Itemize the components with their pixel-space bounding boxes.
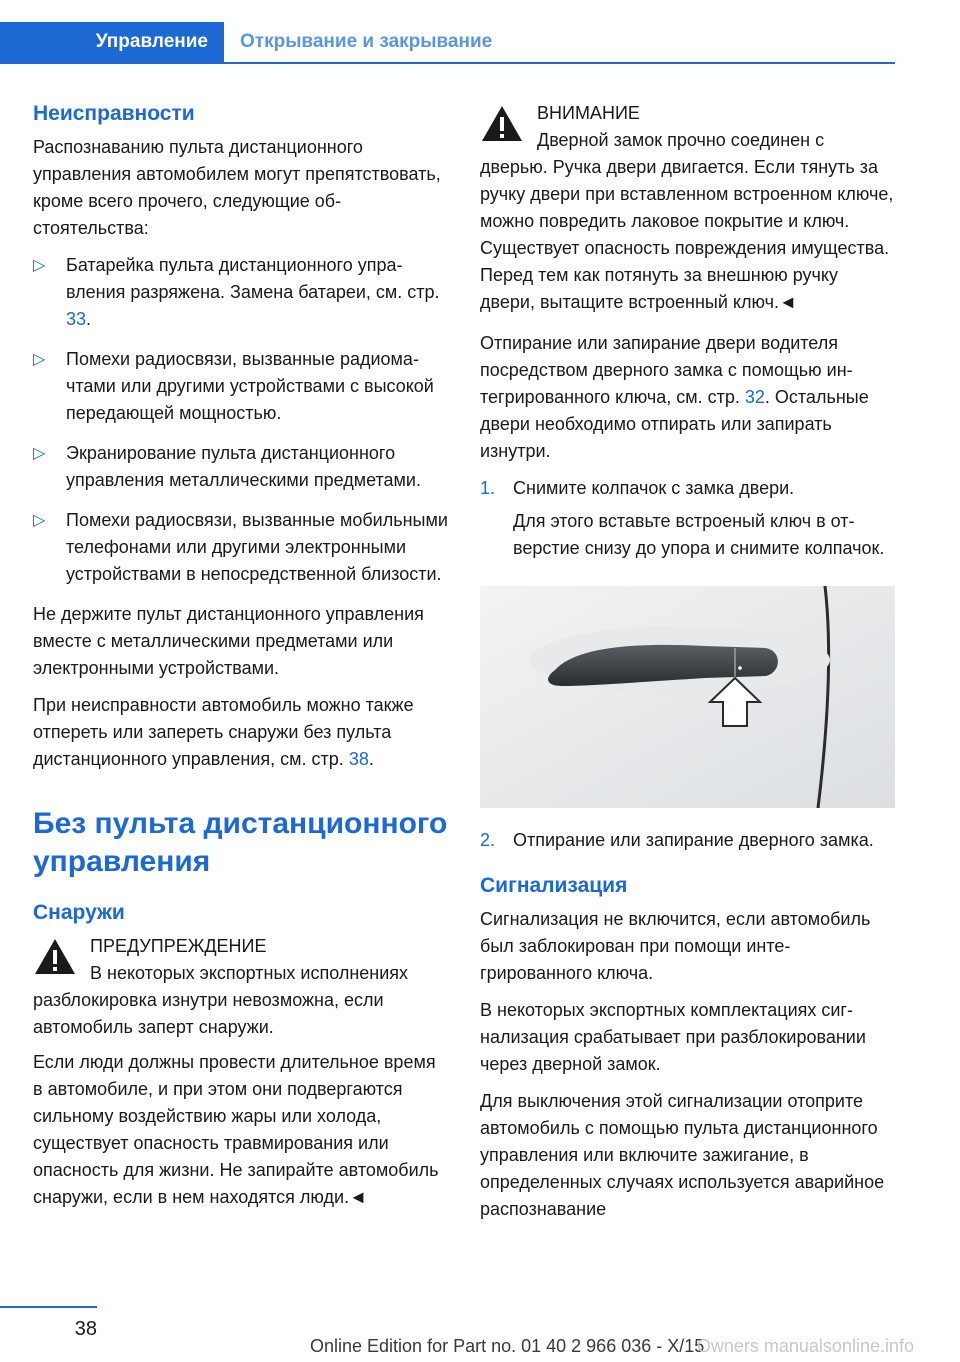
triangle-bullet-icon: ▷ [33, 512, 46, 529]
faults-list [33, 252, 448, 588]
step-number: 2. [480, 830, 496, 850]
list-item [480, 475, 895, 562]
section-tab: Управление [0, 22, 224, 62]
edition-text: Online Edition for Part no. 01 40 2 966 036 - X/15 [310, 1336, 705, 1356]
faults-note: Не держите пульт дистанционного управления вместе с металлическими предметами или электронными устройствами. [33, 604, 424, 678]
warning-triangle-icon [33, 937, 77, 977]
warning-paragraph: Если люди должны провести длительное время в автомобиле, и при этом они подвергаются сильному воздействию жары или холода, существует опасность травмирования или опасность для жизни. Не запирайте автомобиль снаружи, если в нем находятся люди.◄ [33, 1052, 439, 1207]
warning-block [33, 933, 448, 1041]
page-ref-link[interactable]: 33 [66, 309, 87, 329]
warning-title: ПРЕДУПРЕЖДЕНИЕ [90, 936, 267, 956]
caution-block [480, 100, 895, 316]
header-rule [0, 62, 895, 64]
alarm-paragraph: Для выключения этой сигнализации отоприте автомобиль с помощью пульта дистанционного управления или включите зажигание, в определенных случаях используется аварийное распознавание [480, 1091, 885, 1219]
outside-heading: Снаружи [33, 901, 125, 924]
door-handle-photo [480, 586, 895, 808]
faults-intro: Распознаванию пульта дистанционного управления автомобилем могут препятствовать, кроме всего прочего, следующие обстоятельства: [33, 137, 441, 238]
warning-triangle-icon [480, 104, 524, 144]
left-column [33, 100, 448, 1221]
step-title: Снимите колпачок с замка двери. [513, 478, 795, 498]
list-item: ▷ Экранирование пульта дистанционного управления металлическими предметами. [33, 440, 448, 494]
warning-first-line: В некоторых экспортных исполнениях [90, 963, 409, 983]
page-ref-link[interactable]: 38 [348, 749, 369, 769]
faults-note: При неисправности автомобиль можно также отпереть или запереть снаружи без пульта дистанционного управления, см. стр. 38. [33, 695, 414, 769]
page-header [0, 0, 895, 64]
triangle-bullet-icon: ▷ [33, 351, 46, 368]
caution-title: ВНИМАНИЕ [537, 103, 640, 123]
right-column [480, 100, 895, 1233]
steps-list [480, 827, 895, 854]
alarm-heading: Сигнализация [480, 874, 628, 897]
page-ref-link[interactable]: 32 [744, 387, 765, 407]
steps-list [480, 475, 895, 562]
step-number: 1. [480, 478, 496, 498]
triangle-bullet-icon: ▷ [33, 445, 46, 462]
alarm-paragraph: Сигнализация не включится, если автомобиль был заблокирован при помощи интегрированного ключа. [480, 909, 871, 983]
list-item [480, 827, 895, 854]
footer-rule [0, 1306, 97, 1308]
list-item: ▷ Батарейка пульта дистанционного управления разряжена. Замена батареи, см. стр. 33. [33, 252, 448, 333]
watermark-text: Owners manualsonline.info [696, 1336, 914, 1356]
chapter-tab: Открывание и закрывание [240, 31, 493, 52]
page-number: 38 [74, 1318, 97, 1340]
list-item: ▷ Помехи радиосвязи, вызванные мобильными телефонами или другими электронными устройствами в непосредственной близости. [33, 507, 448, 588]
alarm-paragraph: В некоторых экспортных комплектациях сигнализация срабатывает при разблокировании через дверной замок. [480, 1000, 866, 1074]
warning-body: разблокировка изнутри невозможна, если автомобиль заперт снаружи. [33, 990, 384, 1037]
list-item: ▷ Помехи радиосвязи, вызванные радиомачтами или другими устройствами с высокой передающей мощностью. [33, 346, 448, 427]
step-title: Отпирание или запирание дверного замка. [513, 830, 874, 850]
faults-heading: Неисправности [33, 102, 195, 125]
caution-body: дверью. Ручка двери двигается. Если тянуть за ручку двери при вставленном встроенном ключе, можно повредить лаковое покрытие и ключ. Существует опасность повреждения имущества. Перед тем как потянуть за внешнюю ручку двери, вытащите встроенный ключ.◄ [480, 157, 894, 312]
triangle-bullet-icon: ▷ [33, 257, 46, 274]
step-detail: Для этого вставьте встроеный ключ в отверстие снизу до упора и снимите колпачок. [513, 511, 885, 558]
caution-first-line: Дверной замок прочно соединен с [537, 130, 825, 150]
unlock-paragraph: Отпирание или запирание двери водителя посредством дверного замка с помощью интегрированного ключа, см. стр. 32. Остальные двери необходимо отпирать или запирать изнутри. [480, 333, 869, 461]
no-remote-heading: Без пульта дистанционного управления [33, 807, 448, 878]
